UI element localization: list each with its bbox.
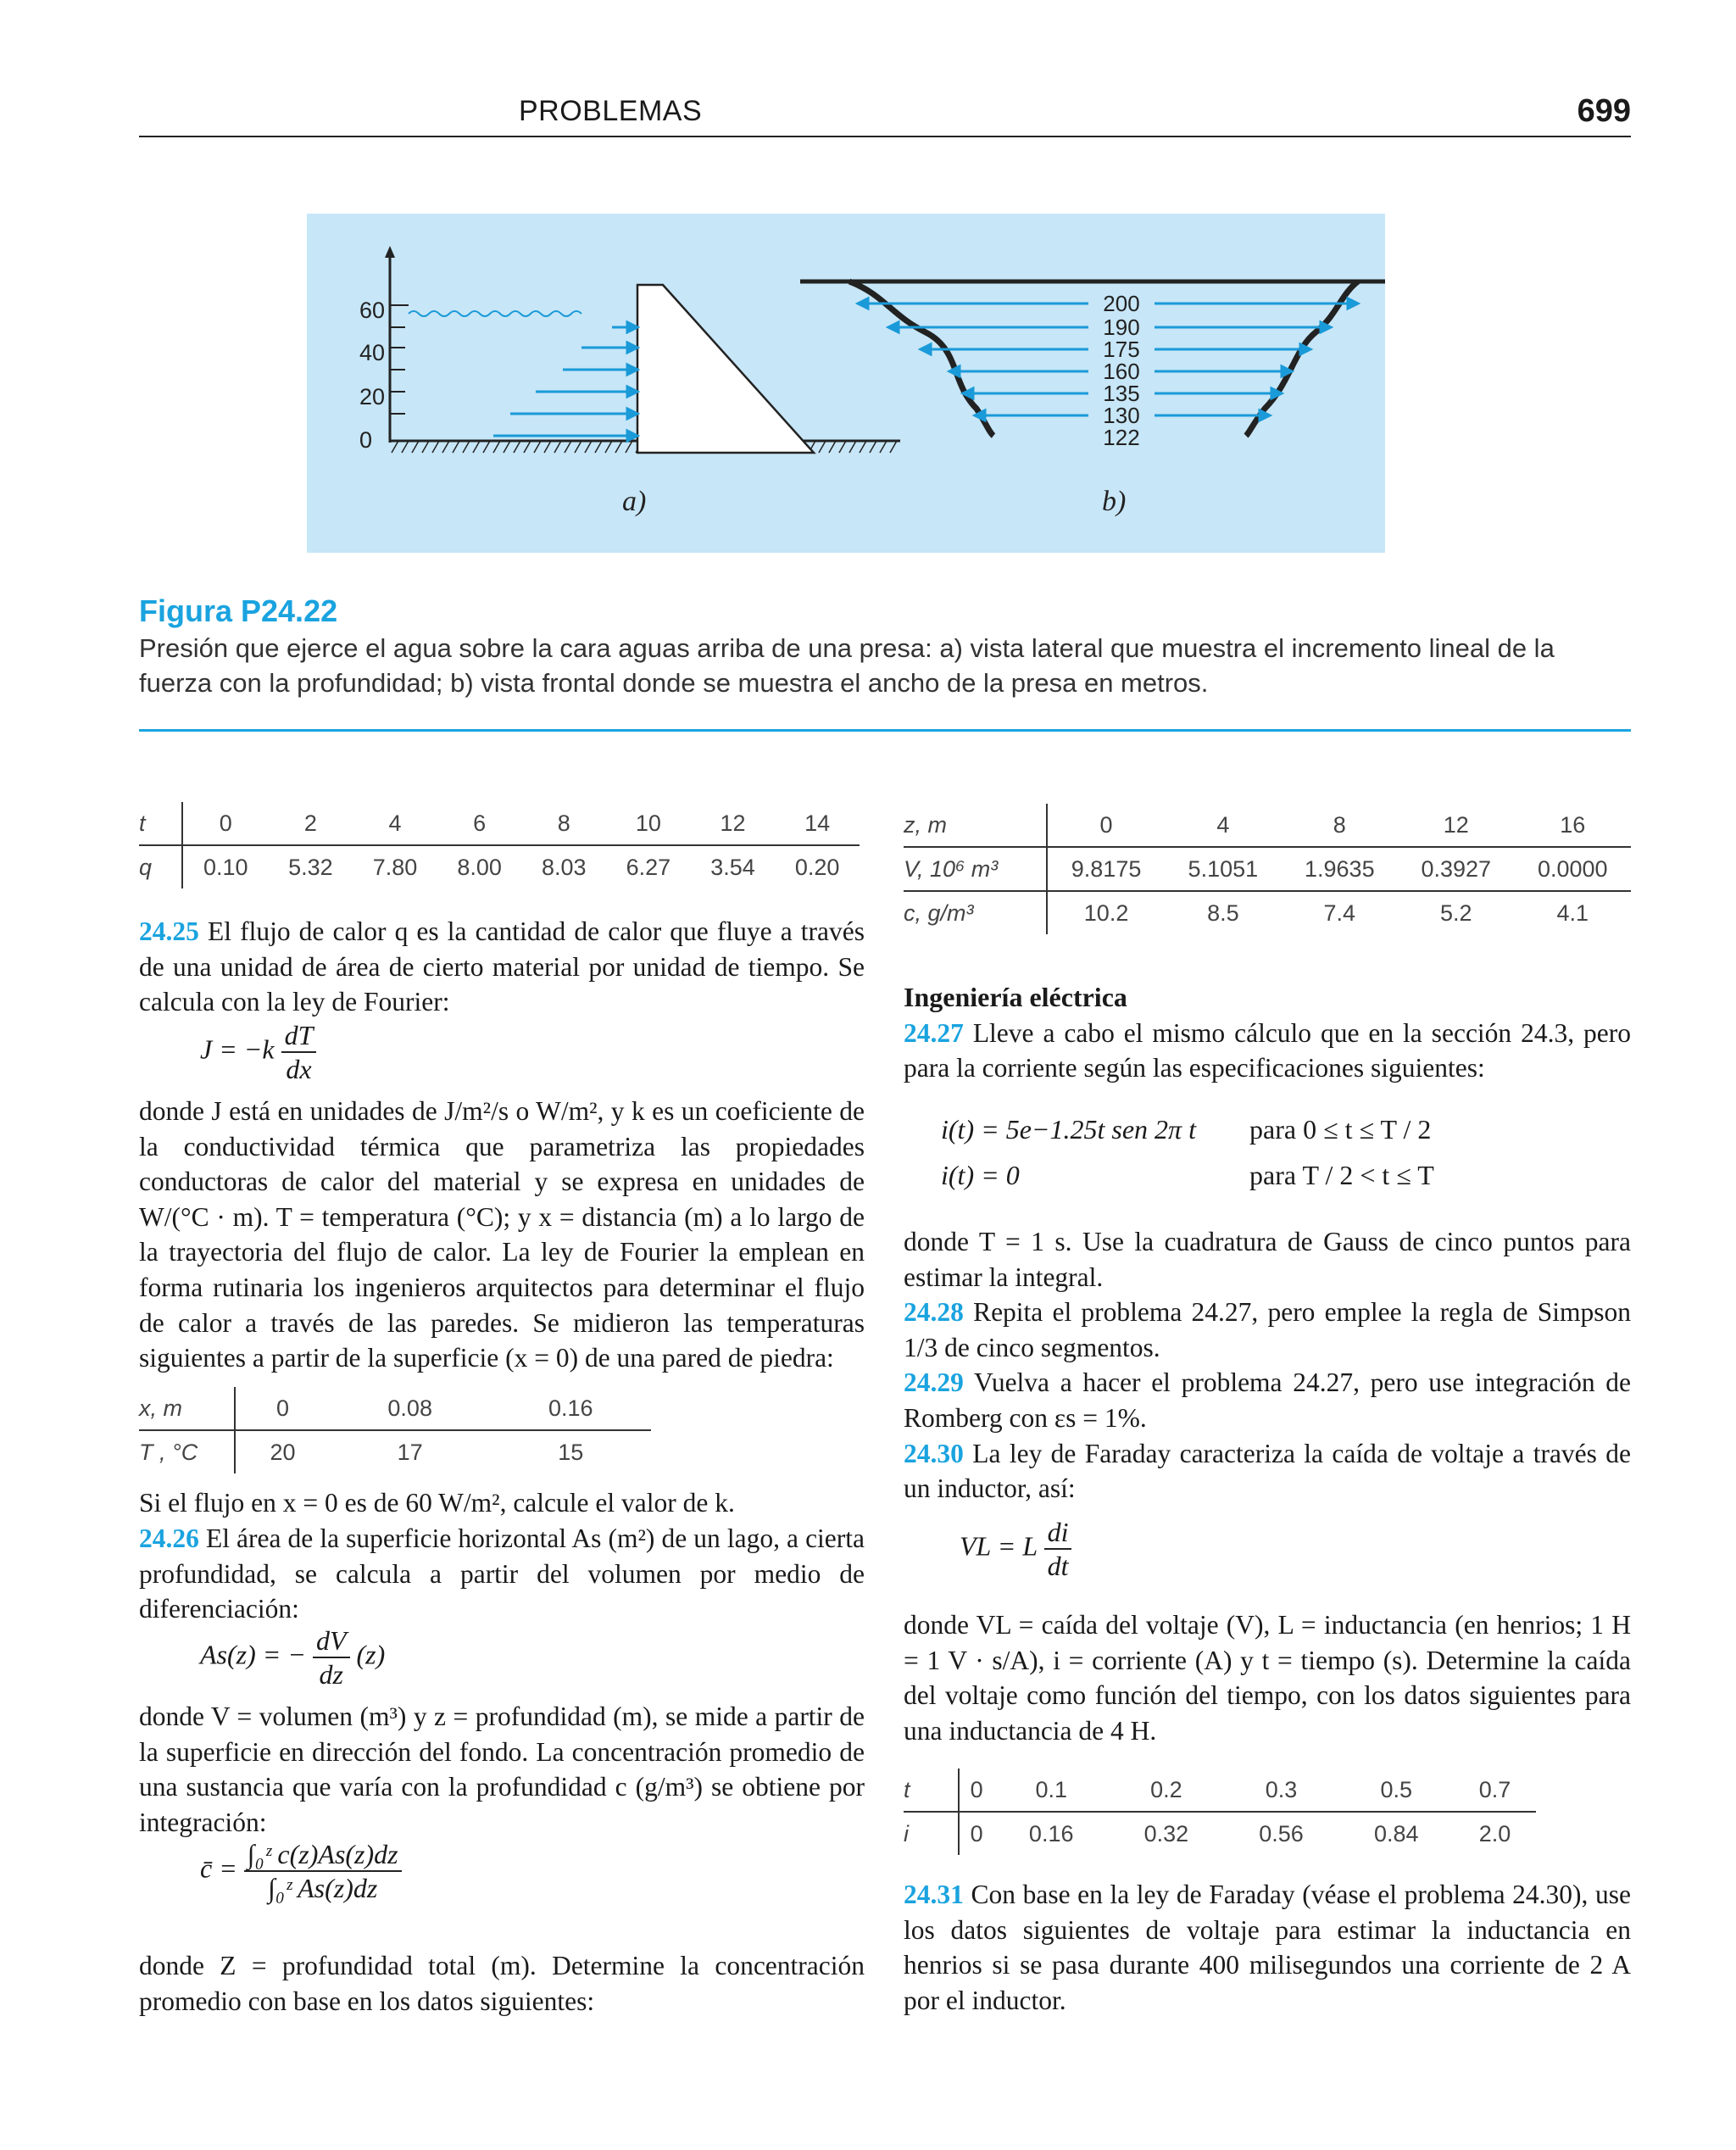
problem-number: 24.29 [904,1367,964,1398]
table-cell: 8.00 [457,854,502,880]
table-cell: 5.32 [288,854,333,880]
fourier-equation [200,1019,316,1085]
table-cell: 0.16 [1028,1820,1074,1846]
table-cell: 6 [437,802,522,845]
equation-numerator: di [1044,1516,1072,1550]
axis-tick-marks [390,305,409,414]
table-cell: 16 [1514,804,1631,847]
equation-denominator: dz [319,1659,343,1690]
dam-illustration [307,214,1385,553]
table-cell: 5.1051 [1165,847,1281,891]
table-cell: 0 [970,1820,983,1846]
problem-text: donde Z = profundidad total (m). Determine la concentración promedio con base en los datos siguientes: [139,1951,865,2016]
table-cell: 10.2 [1083,900,1129,926]
problem-text: El área de la superficie horizontal As (m²) de un lago, a cierta profundidad, se calcula a partir del volumen por medio de diferenciación: [139,1523,865,1624]
side-view [359,246,900,517]
table-cell: 0.2 [1109,1768,1224,1812]
problem-24-25-body [139,1094,865,1376]
table-row-label: c, g/m³ [904,891,1047,934]
problem-text: Lleve a cabo el mismo cálculo que en la sección 24.3, pero para la corriente según las especificaciones siguientes: [904,1017,1632,1083]
table-cell: 12 [691,802,776,845]
water-surface [409,311,581,316]
table-cell: 0 [959,1768,993,1812]
axis-arrowhead [385,246,395,258]
table-cell: 7.80 [372,854,418,880]
caption-rule [139,729,1631,732]
table-cell: 5.2 [1439,900,1472,926]
pressure-arrows [493,322,637,441]
table-cell: 9.8175 [1047,847,1165,891]
table-cell: 8.5 [1207,900,1239,926]
figure-caption-text: Presión que ejerce el agua sobre la cara aguas arriba de una presa: a) vista lateral que muestra el incremento lineal de la fuerza con la profundidad; b) vista frontal donde se muestra el ancho de la presa en metros. [139,633,1555,698]
table-cell: 20 [270,1439,296,1465]
table-cell: 17 [397,1439,423,1465]
table-cell: 2.0 [1478,1820,1511,1846]
subfigure-label-a: a) [622,486,647,517]
problem-24-26-question [139,1948,865,2019]
header-rule [139,136,1631,137]
table-cell: 3.54 [710,854,755,880]
running-head: PROBLEMAS [519,95,703,127]
problem-text: donde T = 1 s. Use la cuadratura de Gauss de cinco puntos para estimar la integral. [904,1227,1631,1292]
equation-left: c̄ = [200,1852,237,1884]
problem-text: donde J está en unidades de J/m²/s o W/m², y k es un coeficiente de la conductividad térmica que parametriza las propiedades conductoras de calor del material y se expresa en unidades de W/(°C · m). T = temperatura (°C); y x = distancia (m) a lo largo de la trayectoria del flujo de calor. La ley de Fourier la emplean en forma rutinaria los ingenieros arquitectos para determinar el flujo de calor a través de las paredes. Se midieron las temperaturas siguientes a partir de la superficie (x = 0) de una pared de piedra: [139,1096,865,1373]
equation-denominator: dt [1047,1551,1069,1581]
dam-width-label: 122 [1103,425,1140,450]
problem-24-30-body [904,1607,1631,1748]
dam-width-label: 130 [1103,403,1140,428]
table-cell: 0.20 [794,854,840,880]
table-cell: 14 [775,802,860,845]
dam-cross-section [637,285,814,453]
table-row-label: x, m [139,1387,235,1430]
equation-right: para 0 ≤ t ≤ T / 2 [1249,1114,1432,1145]
table-row-label: z, m [904,804,1047,847]
table-row-label: t [904,1768,959,1812]
table-cell: 0.1 [993,1768,1109,1812]
table-cell: 6.27 [626,854,671,880]
dam-width-label: 200 [1103,291,1140,316]
equation-left: i(t) = 5e−1.25t sen 2π t [941,1114,1196,1145]
equation-numerator: dT [281,1019,317,1053]
table-row-label: q [139,845,182,888]
table-row-label: T , °C [139,1430,235,1473]
table-cell: 0.3 [1224,1768,1339,1812]
problem-24-25-intro [139,914,865,1020]
concentration-equation [200,1838,402,1904]
table-cell: 10 [606,802,691,845]
equation-denominator: ∫₀ᶻ As(z)dz [268,1873,378,1903]
problem-text: La ley de Faraday caracteriza la caída de voltaje a través de un inductor, así: [904,1438,1632,1504]
table-cell: 8 [521,802,606,845]
table-cell: 0.08 [330,1387,491,1430]
problem-text: Con base en la ley de Faraday (véase el problema 24.30), use los datos siguientes de voltaje para estimar la inductancia en henrios si se pasa durante 400 milisegundos una corriente de 2 A por el inductor. [904,1880,1632,2015]
table-cell: 8.03 [541,854,587,880]
table-x-T [139,1387,651,1473]
table-cell: 4 [1165,804,1281,847]
problem-24-26-body [139,1699,865,1840]
dam-width-label: 190 [1103,315,1140,340]
faraday-equation [960,1516,1071,1582]
axis-tick-label: 0 [359,427,373,453]
axis-tick-label: 40 [359,340,386,365]
table-cell: 0 [1047,804,1165,847]
axis-tick-label: 20 [359,384,386,409]
equation-numerator: ∫₀ᶻ c(z)As(z)dz [244,1838,402,1872]
equation-left: J = −k [200,1033,275,1065]
current-condition-2 [1249,1160,1434,1191]
problem-text: donde VL = caída del voltaje (V), L = inductancia (en henrios; 1 H = 1 V · s/A), i = corriente (A) y t = tiempo (s). Determine la caída del voltaje como función del tiempo, con los datos siguientes para una inductancia de 4 H. [904,1610,1631,1746]
area-equation [200,1624,385,1690]
problem-number: 24.25 [139,916,199,946]
table-cell: 1.9635 [1282,847,1398,891]
problem-text: Si el flujo en x = 0 es de 60 W/m², calcule el valor de k. [139,1488,735,1518]
problem-24-26-intro [139,1521,865,1627]
problem-number: 24.27 [904,1017,964,1048]
table-cell: 0.3927 [1398,847,1514,891]
problem-number: 24.28 [904,1297,964,1328]
equation-left: VL = L [960,1530,1038,1562]
dam-width-label: 175 [1103,337,1140,362]
problem-24-25-question [139,1485,865,1521]
table-cell: 0.84 [1373,1820,1419,1846]
table-cell: 7.4 [1323,900,1356,926]
problem-number: 24.31 [904,1880,964,1909]
problem-text: Repita el problema 24.27, pero emplee la regla de Simpson 1/3 de cinco segmentos. [904,1297,1632,1362]
table-cell: 12 [1398,804,1514,847]
equation-denominator: dx [286,1054,312,1084]
table-row-label: i [904,1812,959,1855]
table-cell: 0.32 [1143,1820,1189,1846]
figure-caption-title: Figura P24.22 [139,593,338,628]
dam-width-label: 160 [1103,359,1140,384]
table-cell: 4.1 [1556,900,1589,926]
table-t-i [904,1768,1536,1855]
equation-right: (z) [356,1639,386,1670]
problem-number: 24.30 [904,1438,964,1468]
table-z-V-c [904,804,1631,934]
front-view [800,281,1385,517]
table-cell: 0.0000 [1514,847,1631,891]
page-number: 699 [1577,93,1631,129]
axis-tick-label: 60 [359,298,386,323]
right-column-middle [904,1224,1631,1507]
table-cell: 0.56 [1259,1820,1304,1846]
figure-p24-22 [307,214,1385,553]
equation-numerator: dV [313,1624,350,1658]
table-cell: 15 [558,1439,584,1465]
table-cell: 0.5 [1338,1768,1454,1812]
problem-text: El flujo de calor q es la cantidad de calor que fluye a través de una unidad de área de cierto material por unidad de tiempo. Se calcula con la ley de Fourier: [139,916,865,1017]
table-row-label: V, 10⁶ m³ [904,847,1047,891]
current-equation-2 [941,1160,1020,1191]
equation-left: As(z) = − [200,1639,306,1670]
current-equation-1 [941,1114,1196,1145]
current-condition-1 [1249,1114,1431,1145]
table-t-q [139,802,860,888]
right-column-top [904,980,1631,1086]
table-cell: 4 [353,802,437,845]
table-cell: 2 [269,802,353,845]
table-cell: 0.7 [1454,1768,1536,1812]
problem-text: donde V = volumen (m³) y z = profundidad (m), se mide a partir de la superficie en dirección del fondo. La concentración promedio de una sustancia que varía con la profundidad c (g/m³) se obtiene por integración: [139,1702,865,1837]
table-cell: 8 [1282,804,1398,847]
equation-left: i(t) = 0 [941,1160,1020,1190]
dam-width-label: 135 [1103,381,1140,406]
equation-right: para T / 2 < t ≤ T [1249,1160,1434,1190]
table-cell: 0 [182,802,269,845]
section-title: Ingeniería eléctrica [904,982,1127,1012]
table-cell: 0.10 [203,854,248,880]
problem-text: Vuelva a hacer el problema 24.27, pero use integración de Romberg con εs = 1%. [904,1367,1631,1433]
problem-number: 24.26 [139,1523,199,1553]
table-row-label: t [139,802,182,845]
table-cell: 0 [235,1387,330,1430]
subfigure-label-b: b) [1102,486,1127,517]
problem-24-31 [904,1877,1631,2018]
table-cell: 0.16 [490,1387,651,1430]
